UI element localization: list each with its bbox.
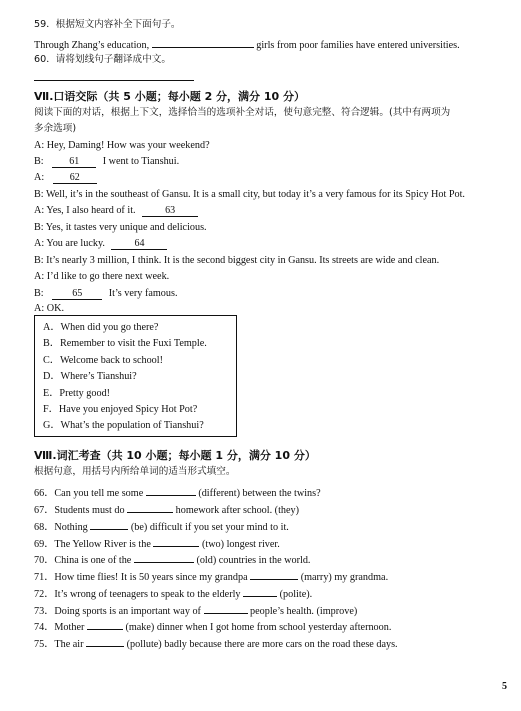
dialog-line-5-text: A: Yes, I also heard of it.	[34, 205, 136, 216]
question-number: 67．	[34, 505, 55, 516]
blank-65[interactable]: 65	[52, 289, 102, 300]
speaker-a: A:	[34, 172, 45, 183]
section-7-title: Ⅶ.口语交际（共 5 小题；每小题 2 分，满分 10 分）	[34, 90, 306, 103]
answer-blank[interactable]	[153, 536, 199, 547]
option-e[interactable]: E．Pretty good!	[43, 388, 111, 399]
question-text-end: (two) longest river.	[201, 539, 280, 550]
vocab-question-73	[34, 603, 501, 618]
option-b[interactable]: B．Remember to visit the Fuxi Temple.	[43, 338, 207, 349]
dialog-line-4: B: Well, it’s in the southeast of Gansu. It is a small city, but today it’s a very famous for its Spicy Hot Pot.	[34, 189, 465, 200]
vocab-question-67	[34, 502, 501, 517]
answer-blank[interactable]	[90, 519, 128, 530]
vocab-question-68	[34, 519, 501, 534]
answer-blank[interactable]	[146, 485, 196, 496]
question-number: 71．	[34, 572, 55, 583]
answer-blank[interactable]	[87, 619, 123, 630]
blank-63[interactable]: 63	[142, 206, 198, 217]
options-box	[34, 315, 237, 437]
question-text-start: Students must do	[54, 505, 125, 516]
q59-answer-blank[interactable]	[152, 37, 254, 48]
dialog-line-8: B: It’s nearly 3 million, I think. It is the second biggest city in Gansu. Its streets are wide and clean.	[34, 255, 440, 266]
answer-blank[interactable]	[127, 502, 173, 513]
blank-62[interactable]: 62	[53, 173, 97, 184]
dialog-line-10	[34, 287, 501, 300]
dialog-line-1: A: Hey, Daming! How was your weekend?	[34, 140, 210, 151]
option-g[interactable]: G．What’s the population of Tianshui?	[43, 420, 204, 431]
question-number: 70．	[34, 555, 55, 566]
vocab-question-70	[34, 552, 501, 567]
question-59-sentence	[34, 37, 501, 52]
question-text-start: China is one of the	[54, 555, 132, 566]
option-d[interactable]: D．Where’s Tianshui?	[43, 371, 137, 382]
question-text-start: Can you tell me some	[54, 488, 144, 499]
q59-sentence-end: girls from poor families have entered universities.	[256, 40, 460, 51]
speaker-b: B:	[34, 288, 44, 299]
dialog-line-2-text: I went to Tianshui.	[102, 156, 180, 167]
question-text-start: Mother	[54, 622, 85, 633]
vocab-question-69	[34, 536, 501, 551]
question-59-label: 59．根据短文内容补全下面句子。	[34, 19, 181, 30]
question-number: 74．	[34, 622, 55, 633]
question-text-end: (polite).	[279, 589, 313, 600]
section-7-instruction-2: 多余选项)	[34, 123, 77, 134]
blank-61[interactable]: 61	[52, 157, 96, 168]
dialog-line-3	[34, 171, 501, 184]
answer-blank[interactable]	[86, 636, 124, 647]
answer-blank[interactable]	[134, 552, 194, 563]
option-f[interactable]: F．Have you enjoyed Spicy Hot Pot?	[43, 404, 198, 415]
question-text-start: Nothing	[54, 522, 88, 533]
vocab-question-72	[34, 586, 501, 601]
question-text-end: (pollute) badly because there are more cars on the road these days.	[126, 639, 398, 650]
question-text-start: It’s wrong of teenagers to speak to the elderly	[54, 589, 241, 600]
dialog-line-7-text: A: You are lucky.	[34, 238, 105, 249]
answer-blank[interactable]	[243, 586, 277, 597]
option-a[interactable]: A．When did you go there?	[43, 322, 159, 333]
vocab-question-74	[34, 619, 501, 634]
question-60-label: 60．请将划线句子翻译成中文。	[34, 54, 171, 65]
dialog-line-10-text: It’s very famous.	[108, 288, 178, 299]
question-text-end: (make) dinner when I got home from school yesterday afternoon.	[125, 622, 392, 633]
dialog-line-6: B: Yes, it tastes very unique and delicious.	[34, 222, 207, 233]
question-text-end: (old) countries in the world.	[196, 555, 311, 566]
question-text-start: Doing sports is an important way of	[54, 606, 201, 617]
question-text-end: (be) difficult if you set your mind to it.	[130, 522, 289, 533]
q59-sentence-start: Through Zhang’s education,	[34, 40, 150, 51]
vocab-question-75	[34, 636, 501, 651]
question-number: 75．	[34, 639, 55, 650]
blank-64[interactable]: 64	[111, 239, 167, 250]
question-number: 69．	[34, 539, 55, 550]
question-number: 66．	[34, 488, 55, 499]
section-8-title: Ⅷ.词汇考查（共 10 小题；每小题 1 分，满分 10 分）	[34, 449, 316, 462]
section-8-instruction: 根据句意，用括号内所给单词的适当形式填空。	[34, 466, 236, 477]
question-text-start: How time flies! It is 50 years since my grandpa	[54, 572, 248, 583]
question-text-start: The air	[54, 639, 84, 650]
dialog-line-2	[34, 155, 501, 168]
option-c[interactable]: C．Welcome back to school!	[43, 355, 163, 366]
question-number: 68．	[34, 522, 55, 533]
section-7-instruction-1: 阅读下面的对话，根据上下文，选择恰当的选项补全对话，使句意完整、符合逻辑。(其中有两项为	[34, 107, 451, 118]
dialog-line-7	[34, 237, 501, 250]
question-text-end: people’s health. (improve)	[250, 606, 358, 617]
answer-blank[interactable]	[204, 603, 248, 614]
page-number: 5	[502, 681, 507, 692]
speaker-b: B:	[34, 156, 44, 167]
question-number: 73．	[34, 606, 55, 617]
dialog-line-9: A: I’d like to go there next week.	[34, 271, 170, 282]
q60-answer-line[interactable]	[34, 80, 194, 81]
dialog-line-5	[34, 204, 501, 217]
question-text-end: (different) between the twins?	[198, 488, 321, 499]
question-text-start: The Yellow River is the	[54, 539, 151, 550]
answer-blank[interactable]	[250, 569, 298, 580]
dialog-line-11: A: OK.	[34, 303, 64, 314]
vocab-question-66	[34, 485, 501, 500]
vocab-question-71	[34, 569, 501, 584]
question-text-end: homework after school. (they)	[175, 505, 300, 516]
question-number: 72．	[34, 589, 55, 600]
question-text-end: (marry) my grandma.	[300, 572, 389, 583]
